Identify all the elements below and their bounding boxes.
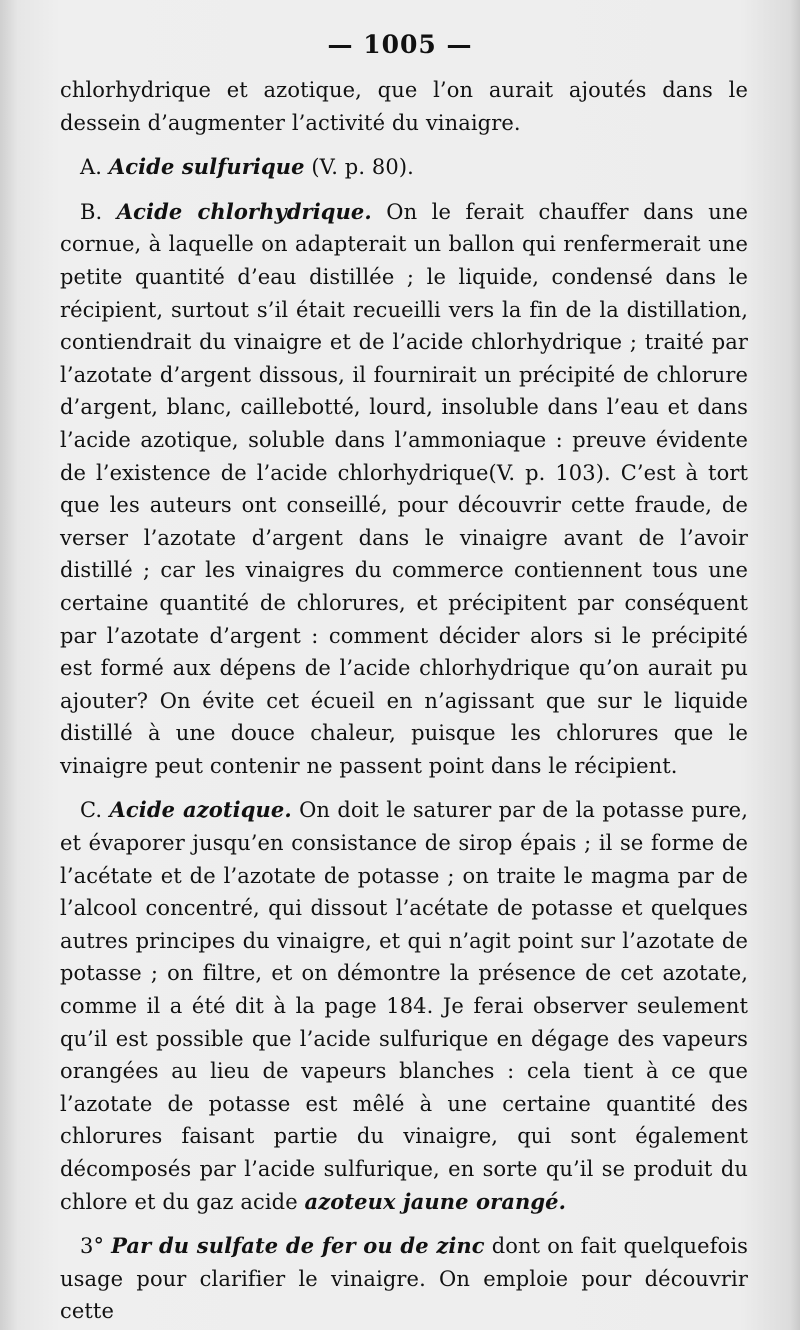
paragraph-continuation: chlorhydrique et azotique, que l’on aurait ajoutés dans le dessein d’augmenter l’activité du vinaigre.	[60, 78, 748, 135]
paragraph-b-text-2: C’est à tort que les auteurs ont conseillé, pour découvrir cette fraude, de verser l’azotate d’argent dans le vinaigre avant de l’avoir distillé ; car les vinaigres du commerce contiennent tous une certaine quantité de chlorures, et précipitent par conséquent par l’azotate d’argent : comment décider alors si le précipité est formé aux dépens de l’acide chlorhydrique qu’on aurait pu ajouter? On évite cet écueil en n’agissant que sur le liquide distillé à une douce chaleur, puisque les chlorures que le vinaigre peut contenir ne passent point dans le récipient.	[60, 460, 748, 778]
page-number: — 1005 —	[327, 30, 473, 59]
section-title-a: Acide sulfurique	[108, 154, 305, 180]
body-text	[60, 74, 748, 1328]
page-reference-a: (V. p. 80).	[311, 155, 414, 180]
paragraph-b-text-1: On le ferait chauffer dans une cornue, à laquelle on adapterait un ballon qui renfermerait une petite quantité d’eau distillée ; le liquide, condensé dans le récipient, surtout s’il était recueilli vers la fin de la distillation, contiendrait du vinaigre et de l’acide chlorhydrique ; traité par l’azotate d’argent dissous, il fournirait un précipité de chlorure d’argent, blanc, caillebotté, lourd, insoluble dans l’eau et dans l’acide azotique, soluble dans l’ammoniaque : preuve évidente de l’existence de l’acide chlorhydrique	[60, 199, 748, 485]
section-title-3: Par du sulfate de fer ou de zinc	[111, 1233, 485, 1259]
section-label-c: C.	[80, 798, 103, 823]
section-label-a: A.	[80, 155, 103, 180]
section-label-b: B.	[80, 199, 103, 224]
paragraph-c	[60, 794, 748, 1218]
paragraph-b	[60, 196, 748, 783]
paragraph-c-emphasis: azoteux jaune orangé.	[304, 1188, 567, 1214]
section-title-c: Acide azotique.	[109, 797, 292, 823]
page-reference-b: (V. p. 103).	[488, 460, 611, 485]
paragraph-a	[60, 151, 748, 184]
paragraph-3-text: dont on fait quelquefois usage pour clarifier le vinaigre. On emploie pour découvrir cette	[60, 1234, 749, 1324]
section-label-3: 3°	[80, 1234, 105, 1259]
paragraph-c-text: On doit le saturer par de la potasse pure, et évaporer jusqu’en consistance de sirop épais ; il se forme de l’acétate et de l’azotate de potasse ; on traite le magma par de l’alcool concentré, qui dissout l’acétate de potasse et quelques autres principes du vinaigre, et qui n’agit point sur l’azotate de potasse ; on filtre, et on démontre la présence de cet azotate, comme il a été dit à la page 184. Je ferai observer seulement qu’il est possible que l’acide sulfurique en dégage des vapeurs orangées au lieu de vapeurs blanches : cela tient à ce que l’azotate de potasse est mêlé à une certaine quantité des chlorures faisant partie du vinaigre, qui sont également décomposés par l’acide sulfurique, en sorte qu’il se produit du chlore et du gaz acide	[60, 798, 748, 1214]
section-title-b: Acide chlorhydrique.	[116, 198, 372, 224]
paragraph-3	[60, 1230, 748, 1328]
